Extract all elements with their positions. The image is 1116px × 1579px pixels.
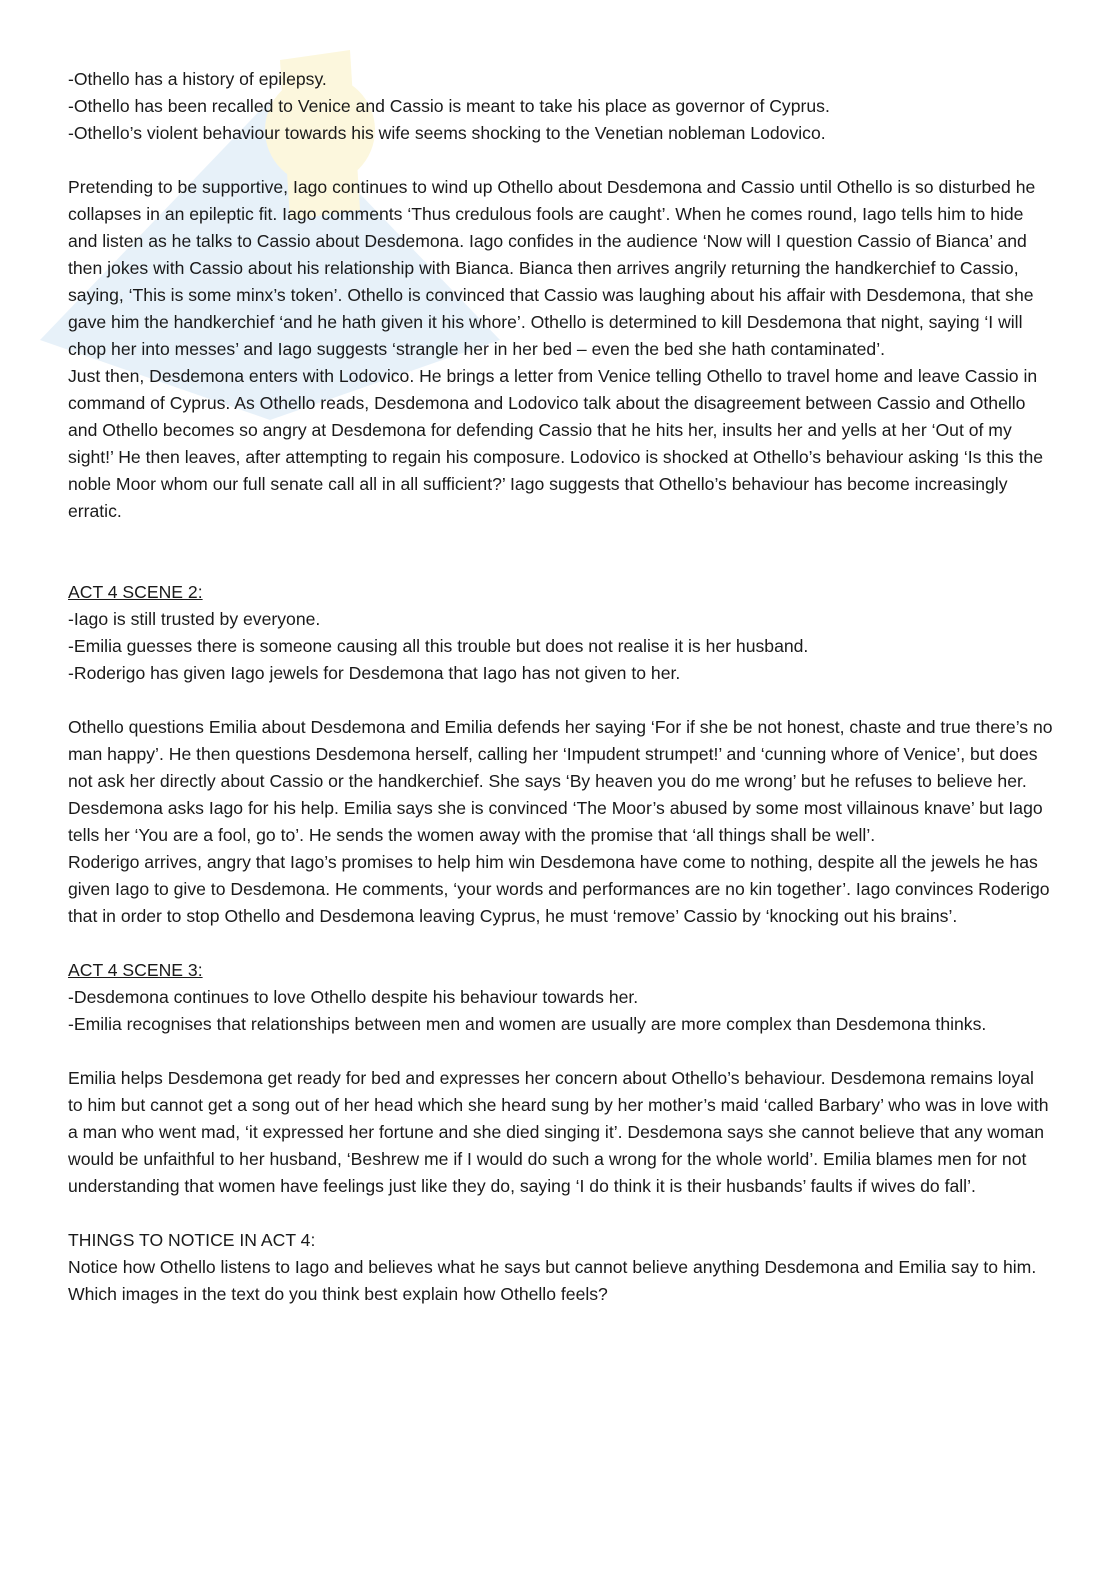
heading-things-to-notice: THINGS TO NOTICE IN ACT 4: [68, 1230, 316, 1250]
paragraph-emilia-helps: Emilia helps Desdemona get ready for bed and expresses her concern about Othello’s behaviour. Desdemona remains loyal to him but cannot get a song out of her head which she heard sung by her mother’s maid ‘called Barbary’ who was in love with a man who went mad, ‘it expressed her fortune and she died singing it’. Desdemona says she cannot believe that any woman would be unfaithful to her husband, ‘Beshrew me if I would do such a wrong for the whole world’. Emilia blames men for not understanding that women have feelings just like they do, saying ‘I do think it is their husbands’ faults if wives do fall’. [68, 1068, 1049, 1196]
bullet-emilia-guesses: -Emilia guesses there is someone causing all this trouble but does not realise it is her husband. [68, 636, 809, 656]
document-page [68, 66, 1053, 1308]
bullet-epilepsy: -Othello has a history of epilepsy. [68, 69, 327, 89]
bullet-desdemona-loves: -Desdemona continues to love Othello despite his behaviour towards her. [68, 987, 639, 1007]
heading-act4-scene2: ACT 4 SCENE 2: [68, 582, 203, 602]
paragraph-roderigo-arrives: Roderigo arrives, angry that Iago’s promises to help him win Desdemona have come to nothing, despite all the jewels he has given Iago to give to Desdemona. He comments, ‘your words and performances are no kin together’. Iago convinces Roderigo that in order to stop Othello and Desdemona leaving Cyprus, he must ‘remove’ Cassio by ‘knocking out his brains’. [68, 852, 1050, 926]
bullet-violent: -Othello’s violent behaviour towards his wife seems shocking to the Venetian nobleman Lodovico. [68, 123, 826, 143]
paragraph-notice: Notice how Othello listens to Iago and believes what he says but cannot believe anything Desdemona and Emilia say to him. Which images in the text do you think best explain how Othello feels? [68, 1257, 1037, 1304]
paragraph-lodovico: Just then, Desdemona enters with Lodovico. He brings a letter from Venice telling Othello to travel home and leave Cassio in command of Cyprus. As Othello reads, Desdemona and Lodovico talk about the disagreement between Cassio and Othello and Othello becomes so angry at Desdemona for defending Cassio that he hits her, insults her and yells at her ‘Out of my sight!’ He then leaves, after attempting to regain his composure. Lodovico is shocked at Othello’s behaviour asking ‘Is this the noble Moor whom our full senate call all in all sufficient?’ Iago suggests that Othello’s behaviour has become increasingly erratic. [68, 366, 1044, 521]
heading-act4-scene3: ACT 4 SCENE 3: [68, 960, 203, 980]
bullet-roderigo-jewels: -Roderigo has given Iago jewels for Desdemona that Iago has not given to her. [68, 663, 681, 683]
bullet-iago-trusted: -Iago is still trusted by everyone. [68, 609, 321, 629]
paragraph-epileptic-fit: Pretending to be supportive, Iago continues to wind up Othello about Desdemona and Cassio until Othello is so disturbed he collapses in an epileptic fit. Iago comments ‘Thus credulous fools are caught’. When he comes round, Iago tells him to hide and listen as he talks to Cassio about Desdemona. Iago confides in the audience ‘Now will I question Cassio of Bianca’ and then jokes with Cassio about his relationship with Bianca. Bianca then arrives angrily returning the handkerchief to Cassio, saying, ‘This is some minx’s token’. Othello is convinced that Cassio was laughing about his affair with Desdemona, that she gave him the handkerchief ‘and he hath given it his whore’. Othello is determined to kill Desdemona that night, saying ‘I will chop her into messes’ and Iago suggests ‘strangle her in her bed – even the bed she hath contaminated’. [68, 177, 1036, 359]
bullet-recalled: -Othello has been recalled to Venice and Cassio is meant to take his place as governor of Cyprus. [68, 96, 830, 116]
paragraph-othello-questions: Othello questions Emilia about Desdemona and Emilia defends her saying ‘For if she be not honest, chaste and true there’s no man happy’. He then questions Desdemona herself, calling her ‘Impudent strumpet!’ and ‘cunning whore of Venice’, but does not ask her directly about Cassio or the handkerchief. She says ‘By heaven you do me wrong’ but he refuses to believe her. Desdemona asks Iago for his help. Emilia says she is convinced ‘The Moor’s abused by some most villainous knave’ but Iago tells her ‘You are a fool, go to’. He sends the women away with the promise that ‘all things shall be well’. [68, 717, 1053, 845]
bullet-emilia-recognises: -Emilia recognises that relationships between men and women are usually are more complex than Desdemona thinks. [68, 1014, 987, 1034]
